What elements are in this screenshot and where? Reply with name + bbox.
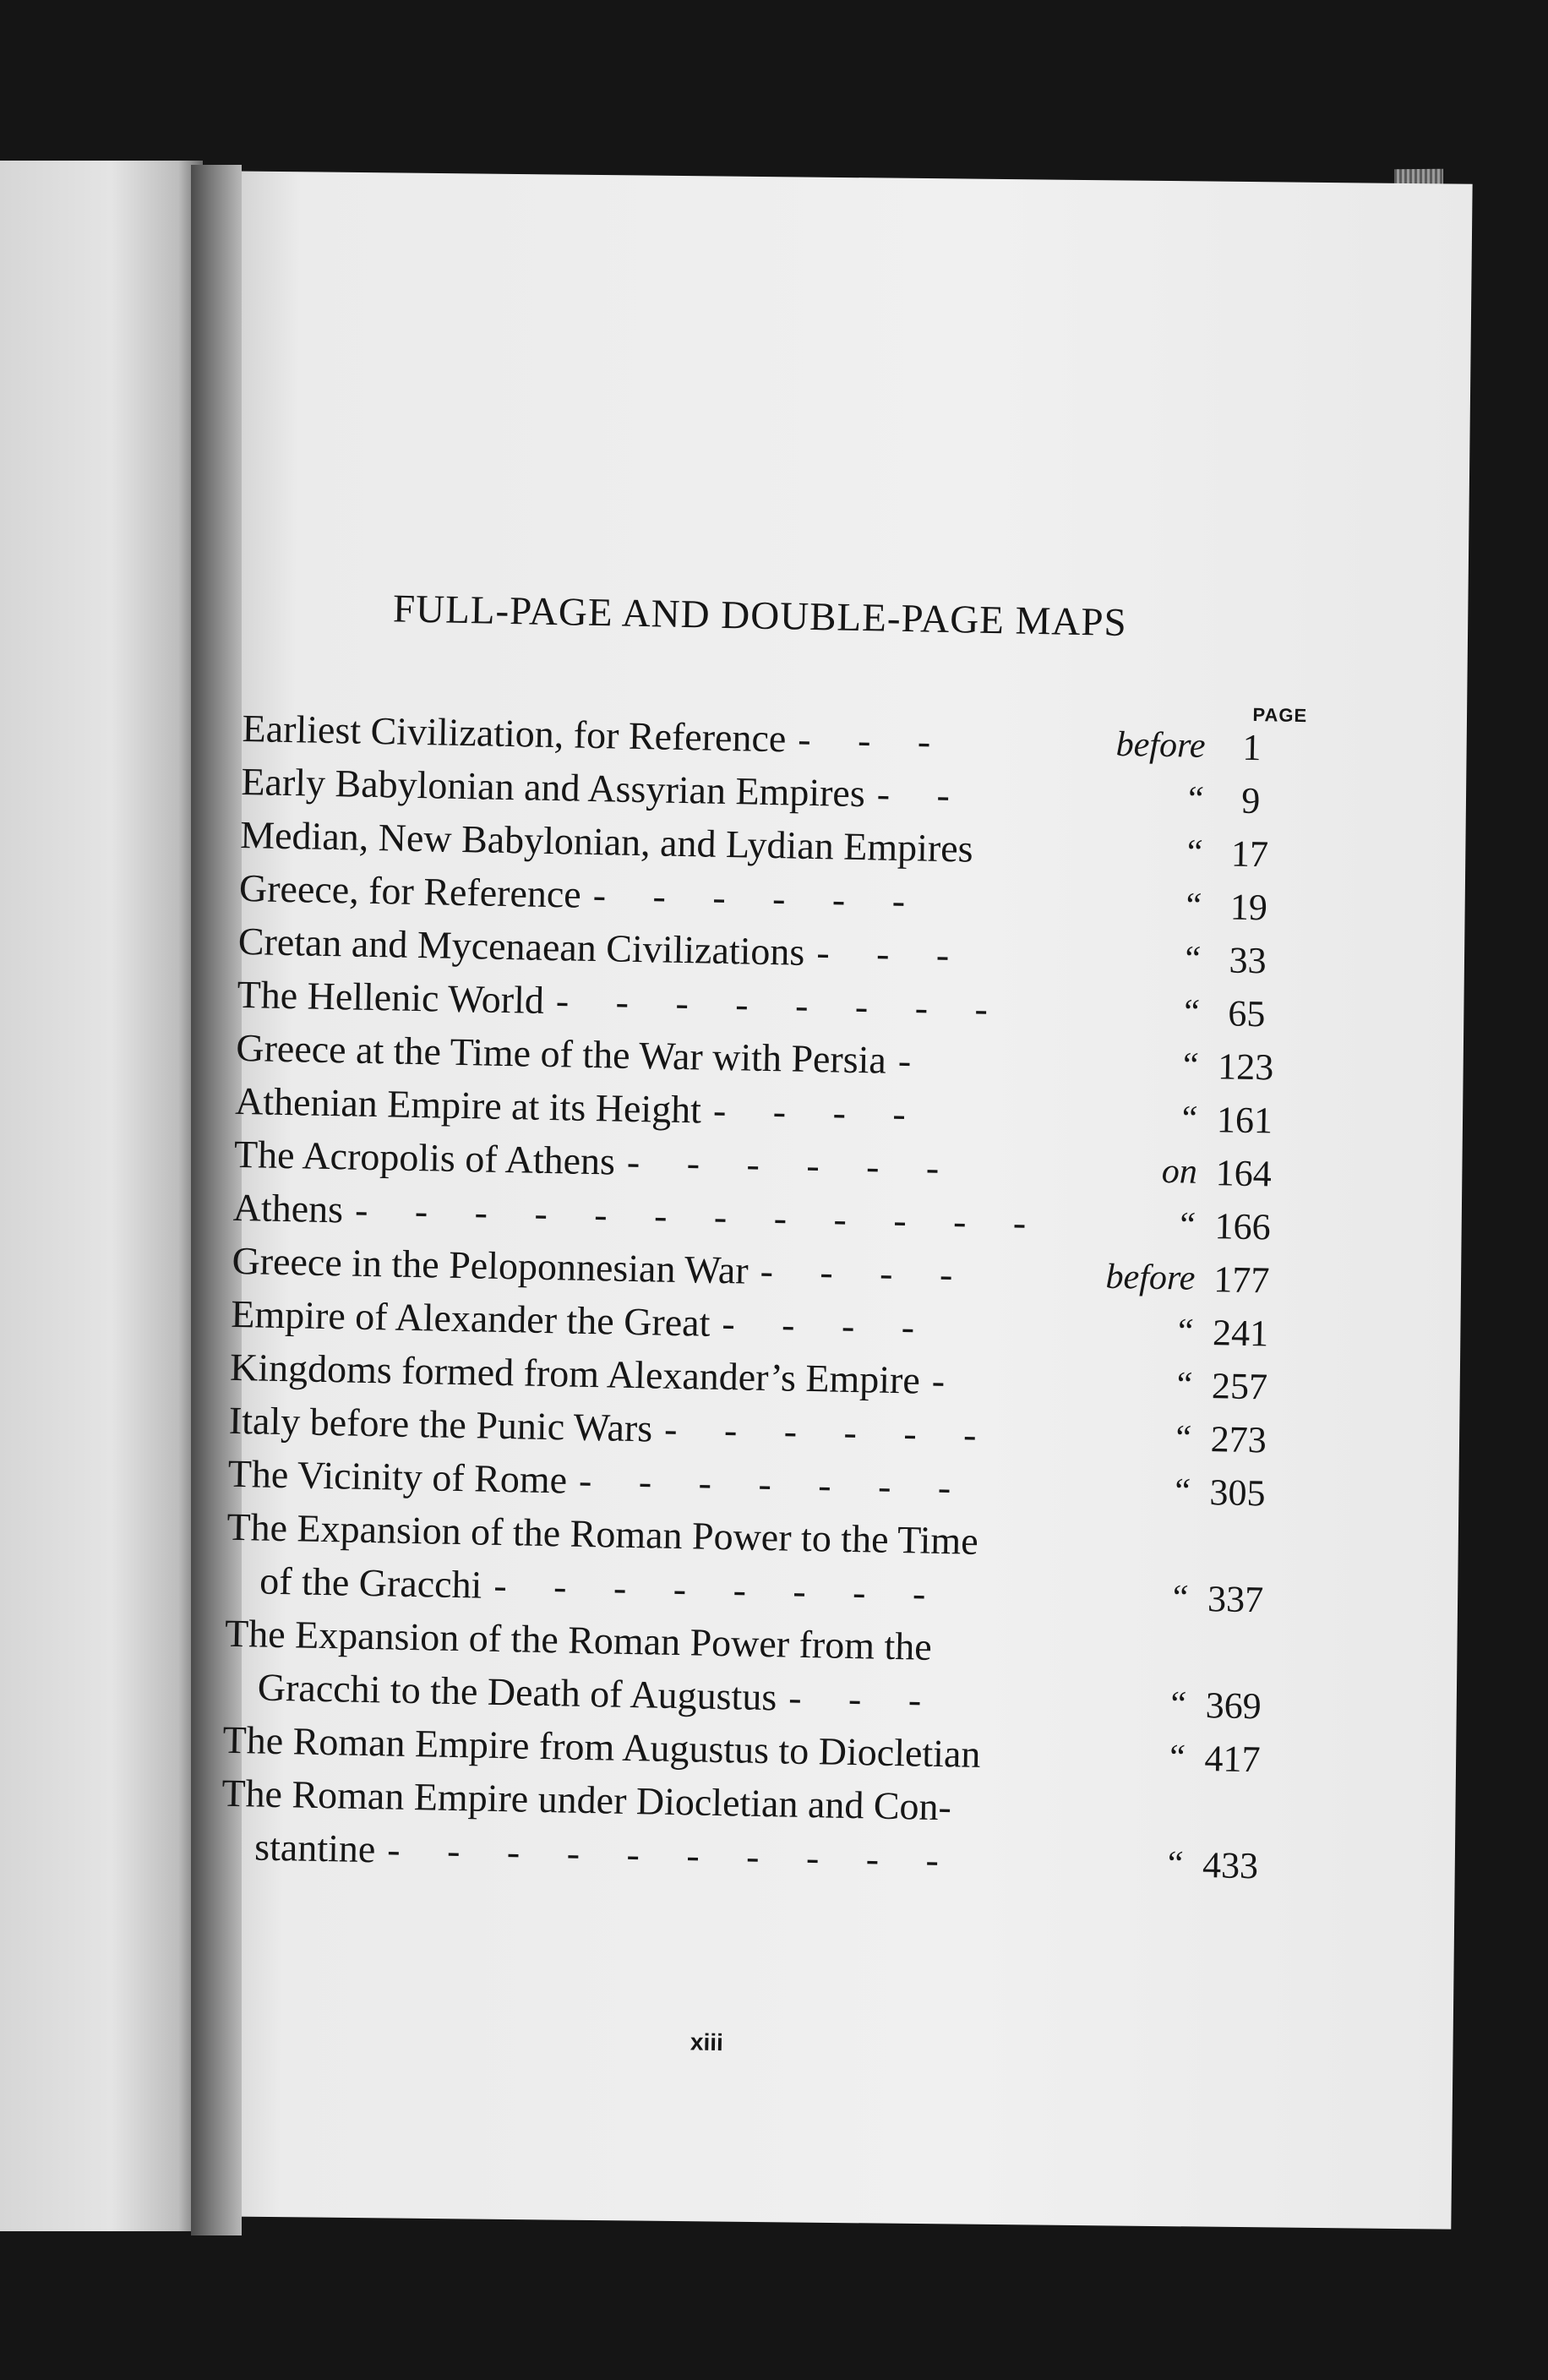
map-page-number: 33 <box>1229 939 1267 982</box>
map-entry-text: Athens <box>232 1185 344 1231</box>
map-entry-text: The Hellenic World <box>237 972 545 1022</box>
map-entry <box>223 1607 1289 1733</box>
map-position-ref: “ <box>1180 939 1202 979</box>
map-position-ref: “ <box>1165 1738 1186 1777</box>
left-page <box>0 161 203 2231</box>
leader-dashes: - - - - - - <box>592 872 924 923</box>
map-page-number: 17 <box>1230 832 1269 876</box>
map-entry-text: Athenian Empire at its Height <box>234 1078 702 1132</box>
map-position-ref: before <box>1115 724 1206 766</box>
leader-dashes: - - - - - - - - <box>493 1563 945 1616</box>
map-list <box>221 701 1307 1893</box>
map-entry-text: of the Gracchi <box>259 1558 482 1607</box>
page-column-header: PAGE <box>1252 703 1308 727</box>
map-entry-text: Greece, for Reference <box>238 865 582 916</box>
map-position-ref: on <box>1161 1151 1198 1192</box>
map-page-number: 177 <box>1213 1258 1270 1302</box>
leader-dashes: - - <box>876 772 969 817</box>
map-position-ref: “ <box>1182 886 1203 925</box>
map-page-number: 241 <box>1212 1312 1269 1355</box>
map-position-ref: “ <box>1175 1205 1197 1245</box>
leader-dashes: - - - - - - <box>626 1139 958 1190</box>
map-position-ref: “ <box>1180 992 1201 1032</box>
map-position-ref: “ <box>1179 1045 1200 1085</box>
leader-dashes: - <box>897 1038 930 1083</box>
map-page-number: 417 <box>1204 1738 1261 1781</box>
map-entry-text: Italy before the Punic Wars <box>228 1398 653 1450</box>
map-position-ref: before <box>1105 1257 1196 1298</box>
map-page-number: 433 <box>1202 1844 1259 1887</box>
page-number: xiii <box>690 2028 724 2056</box>
map-page-number: 164 <box>1215 1152 1273 1195</box>
map-page-number: 161 <box>1216 1099 1273 1142</box>
map-entry-text: The Roman Empire from Augustus to Diocletian <box>222 1717 981 1776</box>
map-page-number: 9 <box>1240 779 1261 822</box>
map-entry-text: stantine <box>253 1825 376 1871</box>
map-position-ref: “ <box>1169 1578 1190 1618</box>
map-entry-text: The Vicinity of Rome <box>227 1451 568 1502</box>
leader-dashes: - - - <box>797 717 950 764</box>
map-page-number: 1 <box>1242 726 1262 769</box>
leader-dashes: - - - - <box>712 1088 925 1136</box>
map-page-number: 369 <box>1205 1684 1262 1728</box>
map-position-ref: “ <box>1183 832 1204 872</box>
map-position-ref: “ <box>1184 779 1205 819</box>
leader-dashes: - - - <box>788 1675 940 1722</box>
leader-dashes: - - - - - - - - - - <box>386 1827 958 1882</box>
map-page-number: 257 <box>1211 1365 1268 1408</box>
leader-dashes: - - - - - - - - <box>555 979 1007 1031</box>
map-position-ref: “ <box>1170 1471 1192 1511</box>
leader-dashes: - - - <box>815 931 968 977</box>
map-position-ref: “ <box>1166 1684 1188 1724</box>
map-entry-text: Empire of Alexander the Great <box>230 1291 711 1345</box>
map-page-number: 65 <box>1227 992 1266 1035</box>
map-position-ref: “ <box>1173 1365 1194 1405</box>
map-entry-text: Gracchi to the Death of Augustus <box>257 1665 777 1719</box>
leader-dashes: - <box>931 1358 964 1403</box>
page-content <box>215 583 1309 2125</box>
leader-dashes: - - - - - - - <box>578 1458 970 1509</box>
map-entry-text: The Expansion of the Roman Power to the Time <box>226 1504 979 1563</box>
map-page-number: 123 <box>1217 1045 1274 1089</box>
map-page-number: 19 <box>1229 886 1268 929</box>
page-title: FULL-PAGE AND DOUBLE-PAGE MAPS <box>392 587 1128 646</box>
map-entry-text: Early Babylonian and Assyrian Empires <box>241 759 866 816</box>
map-position-ref: “ <box>1171 1418 1193 1458</box>
map-entry-text: Greece at the Time of the War with Persia <box>235 1025 887 1082</box>
map-entry <box>226 1500 1292 1627</box>
map-entry-text: Kingdoms formed from Alexander’s Empire <box>229 1345 921 1402</box>
map-position-ref: “ <box>1174 1312 1195 1351</box>
map-page-number: 337 <box>1207 1578 1264 1621</box>
map-entry-text: The Roman Empire under Diocletian and Con- <box>221 1771 952 1829</box>
map-page-number: 166 <box>1214 1205 1272 1248</box>
map-entry-text: Greece in the Peloponnesian War <box>232 1238 749 1292</box>
map-entry-text: Median, New Babylonian, and Lydian Empires <box>239 812 974 871</box>
leader-dashes: - - - - <box>760 1248 972 1296</box>
map-entry <box>221 1766 1287 1893</box>
map-page-number: 273 <box>1210 1418 1267 1461</box>
leader-dashes: - - - - - - <box>663 1406 996 1457</box>
leader-dashes: - - - - - - - - - - - - <box>354 1187 1045 1245</box>
map-entry-text: Earliest Civilization, for Reference <box>242 706 787 761</box>
map-entry-text: Cretan and Mycenaean Civilizations <box>237 919 805 974</box>
map-position-ref: “ <box>1164 1844 1185 1884</box>
map-entry-text: The Expansion of the Roman Power from the <box>224 1611 933 1668</box>
leader-dashes: - - - - <box>721 1302 934 1349</box>
map-page-number: 305 <box>1209 1471 1267 1515</box>
map-position-ref: “ <box>1178 1099 1199 1138</box>
map-entry-text: The Acropolis of Athens <box>233 1132 616 1183</box>
